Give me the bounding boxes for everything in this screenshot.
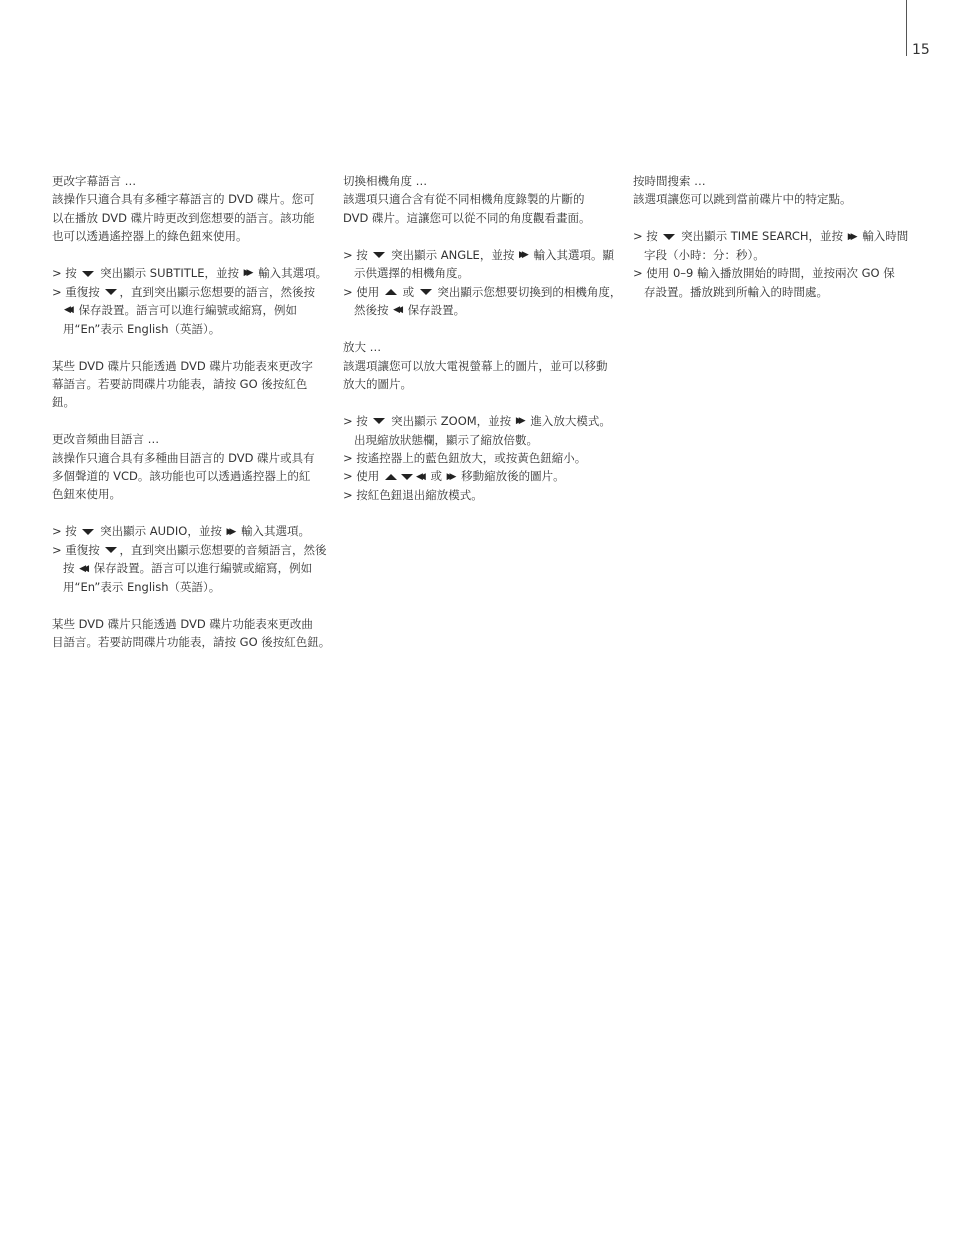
text-span: 進入放大模式。 (526, 413, 611, 428)
step-line (52, 522, 330, 541)
step-line (633, 227, 908, 246)
text-span: 或 (398, 284, 418, 299)
step-line (343, 246, 621, 265)
column-time-search (633, 172, 908, 301)
page-number: 15 (912, 42, 930, 58)
rewind-icon: ◀◀ (415, 471, 422, 482)
text-line: 用“En”表示 English（英語）。 (63, 580, 221, 595)
text-span: > 使用 (343, 469, 383, 484)
text-span: > 按 (343, 247, 372, 262)
text-line: 出現縮放狀態欄，顯示了縮放倍數。 (354, 432, 538, 447)
column-subtitle-audio (52, 172, 330, 652)
text-span: 突出顯示您想要切換到的相機角度， (433, 284, 622, 299)
heading-subtitle: 更改字幕語言 … (52, 174, 137, 188)
text-line: 該選項讓您可以跳到當前碟片中的特定點。 (633, 192, 852, 207)
fast-forward-icon: ▶▶ (243, 268, 250, 279)
arrow-up-icon (385, 289, 397, 295)
rewind-icon: ◀◀ (79, 563, 85, 574)
text-span: 輸入其選項。 (254, 266, 328, 281)
text-line: 某些 DVD 碟片只能透過 DVD 碟片功能表來更改字 (52, 358, 313, 373)
text-line: DVD 碟片。這讓您可以從不同的角度觀看畫面。 (343, 210, 591, 225)
text-span: 移動縮放後的圖片。 (457, 469, 565, 484)
text-line: 鈕。 (52, 395, 75, 410)
fast-forward-icon: ▶▶ (847, 231, 854, 242)
text-span: 保存設置。 (404, 303, 466, 318)
text-span: 突出顯示 ANGLE，並按 (387, 247, 518, 262)
text-line: 該選項只適合含有從不同相機角度錄製的片斷的 (343, 192, 585, 207)
text-line: 目語言。若要訪問碟片功能表，請按 GO 後按紅色鈕。 (52, 635, 331, 650)
arrow-down-icon (82, 271, 94, 277)
page-rule (906, 0, 907, 56)
step-line (343, 301, 621, 320)
text-span: 或 (426, 469, 446, 484)
column-angle-zoom (343, 172, 621, 504)
heading-audio: 更改音頻曲目語言 … (52, 432, 160, 447)
arrow-down-icon (105, 547, 117, 553)
text-line: 某些 DVD 碟片只能透過 DVD 碟片功能表來更改曲 (52, 616, 313, 631)
step-line (343, 283, 621, 301)
step-line (52, 301, 330, 320)
arrow-down-icon (420, 289, 432, 295)
arrow-up-icon (385, 474, 397, 480)
heading-time-search: 按時間搜索 … (633, 174, 706, 188)
text-line: 示供選擇的相機角度。 (354, 266, 469, 281)
text-line: 該選項讓您可以放大電視螢幕上的圖片，並可以移動 (343, 358, 608, 373)
text-span: > 按 (633, 229, 662, 244)
text-span: 突出顯示 SUBTITLE，並按 (96, 266, 243, 281)
arrow-down-icon (82, 529, 94, 535)
text-line: 色鈕來使用。 (52, 487, 121, 502)
text-line: 用“En”表示 English（英語）。 (63, 321, 221, 336)
text-line: 存設置。播放跳到所輸入的時間處。 (644, 284, 828, 299)
rewind-icon: ◀◀ (64, 305, 70, 316)
arrow-down-icon (373, 418, 385, 424)
text-span: > 按 (343, 413, 372, 428)
text-span: 保存設置。語言可以進行編號或縮寫，例如 (90, 561, 313, 576)
text-span: 按 (63, 561, 79, 576)
fast-forward-icon: ▶▶ (518, 249, 525, 260)
text-span: ，直到突出顯示您想要的語言，然後按 (119, 284, 315, 299)
text-line: > 按遙控器上的藍色鈕放大，或按黃色鈕縮小。 (343, 450, 587, 465)
text-span: 突出顯示 ZOOM，並按 (387, 413, 515, 428)
text-span: ，直到突出顯示您想要的音頻語言，然後 (119, 542, 327, 557)
text-line: 該操作只適合具有多種曲目語言的 DVD 碟片或具有 (52, 450, 315, 465)
step-line (52, 264, 330, 283)
step-line (52, 541, 330, 559)
text-span: > 使用 (343, 284, 383, 299)
arrow-down-icon (401, 474, 413, 480)
text-span: > 按 (52, 266, 81, 281)
text-line: 也可以透過遙控器上的綠色鈕來使用。 (52, 229, 248, 244)
heading-zoom: 放大 … (343, 340, 382, 355)
arrow-down-icon (373, 252, 385, 258)
heading-angle: 切換相機角度 … (343, 174, 428, 188)
text-span: 突出顯示 AUDIO，並按 (96, 524, 226, 539)
text-span: > 按 (52, 524, 81, 539)
arrow-down-icon (663, 234, 675, 240)
text-span: 突出顯示 TIME SEARCH，並按 (677, 229, 847, 244)
step-line (52, 283, 330, 301)
step-line (52, 559, 330, 578)
fast-forward-icon: ▶▶ (446, 471, 453, 482)
text-span: 輸入其選項。 (237, 524, 311, 539)
text-span: > 重復按 (52, 542, 104, 557)
rewind-icon: ◀◀ (393, 305, 399, 316)
text-line: 幕語言。若要訪問碟片功能表，請按 GO 後按紅色 (52, 377, 308, 392)
text-span: 輸入其選項。顯 (529, 247, 614, 262)
fast-forward-icon: ▶▶ (226, 526, 233, 537)
text-line: > 使用 0–9 輸入播放開始的時間，並按兩次 GO 保 (633, 266, 895, 281)
text-line: 字段（小時：分：秒）。 (644, 247, 765, 262)
text-line: 放大的圖片。 (343, 377, 412, 392)
arrow-down-icon (105, 289, 117, 295)
text-line: 以在播放 DVD 碟片時更改到您想要的語言。該功能 (52, 210, 315, 225)
step-line (343, 412, 621, 431)
fast-forward-icon: ▶▶ (515, 416, 522, 427)
text-span: 然後按 (354, 303, 393, 318)
text-line: 多個聲道的 VCD。該功能也可以透過遙控器上的紅 (52, 469, 311, 484)
text-span: > 重復按 (52, 284, 104, 299)
text-span: 保存設置。語言可以進行編號或縮寫，例如 (74, 303, 297, 318)
step-line (343, 467, 621, 486)
text-line: 該操作只適合具有多種字幕語言的 DVD 碟片。您可 (52, 192, 315, 207)
text-span: 輸入時間 (858, 229, 909, 244)
text-line: > 按紅色鈕退出縮放模式。 (343, 488, 483, 503)
